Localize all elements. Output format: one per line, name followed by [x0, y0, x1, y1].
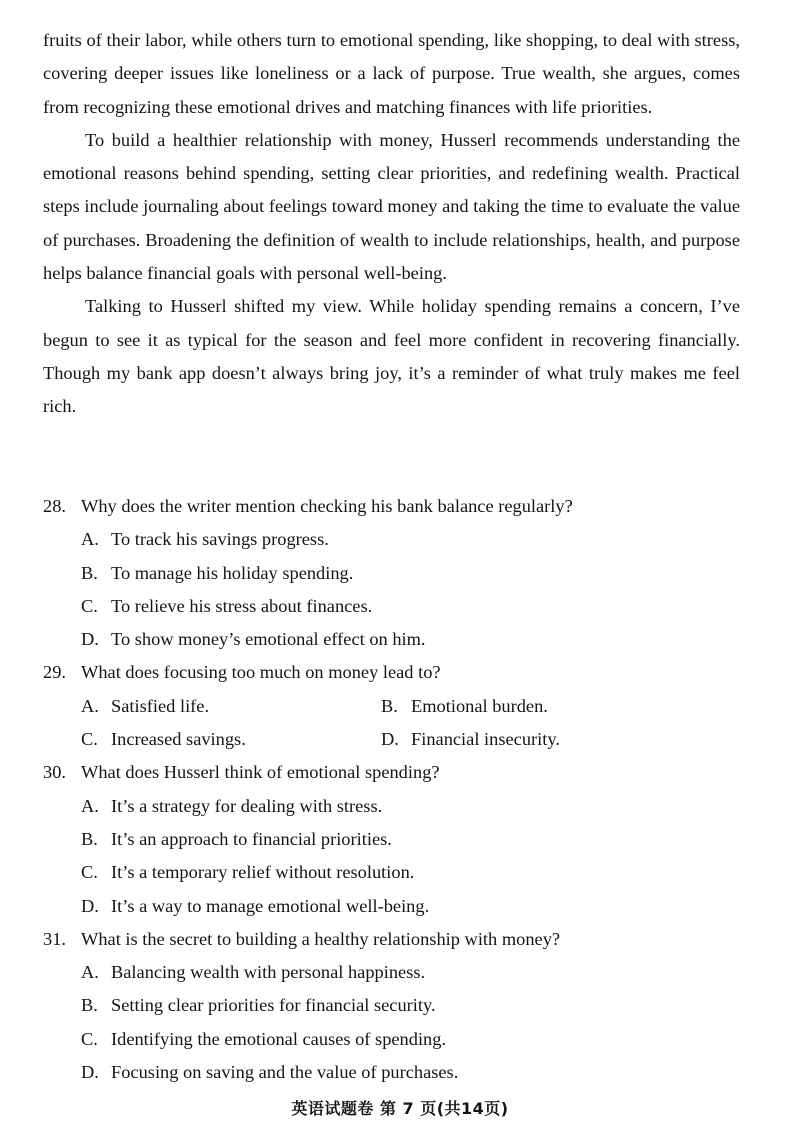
option-text: To relieve his stress about finances.	[111, 595, 373, 616]
option-d	[43, 1056, 753, 1089]
option-letter: C.	[81, 862, 98, 883]
option-text: Emotional burden.	[411, 695, 548, 716]
question-28	[43, 490, 753, 656]
option-letter: B.	[81, 995, 98, 1016]
question-stem	[43, 756, 753, 789]
option-letter: D.	[81, 629, 99, 650]
question-31	[43, 923, 753, 1089]
option-d	[43, 890, 753, 923]
option-text: Balancing wealth with personal happiness.	[111, 962, 426, 983]
option-row	[43, 723, 753, 756]
question-stem	[43, 490, 753, 523]
option-c	[43, 590, 753, 623]
question-number: 30.	[43, 762, 66, 783]
option-text: It’s a temporary relief without resolution.	[111, 862, 415, 883]
question-text: What does Husserl think of emotional spending?	[81, 762, 440, 783]
question-stem	[43, 656, 753, 689]
option-letter: A.	[81, 695, 99, 716]
option-a	[43, 790, 753, 823]
option-text: Increased savings.	[111, 729, 246, 750]
option-text: Focusing on saving and the value of purchases.	[111, 1062, 459, 1083]
option-d	[381, 723, 681, 756]
option-letter: B.	[381, 695, 398, 716]
option-b	[43, 823, 753, 856]
question-number: 28.	[43, 496, 66, 516]
option-row	[43, 690, 753, 723]
question-text: What does focusing too much on money lead to?	[81, 662, 441, 683]
option-text: Identifying the emotional causes of spending.	[111, 1028, 447, 1049]
option-text: To manage his holiday spending.	[111, 562, 354, 583]
option-text: It’s an approach to financial priorities.	[111, 828, 392, 849]
option-d	[43, 623, 753, 656]
option-text: To track his savings progress.	[111, 529, 329, 550]
option-letter: B.	[81, 828, 98, 849]
question-text: Why does the writer mention checking his bank balance regularly?	[81, 496, 573, 516]
question-30	[43, 756, 753, 922]
option-text: It’s a way to manage emotional well-being.	[111, 895, 430, 916]
option-letter: C.	[81, 595, 98, 616]
question-number: 29.	[43, 662, 66, 683]
option-letter: D.	[81, 1062, 99, 1083]
page-footer: 英语试题卷 第 7 页(共14页)	[291, 1099, 509, 1118]
question-29	[43, 656, 753, 756]
option-letter: C.	[81, 1028, 98, 1049]
question-text: What is the secret to building a healthy relationship with money?	[81, 928, 561, 949]
option-a	[43, 523, 753, 556]
option-b	[43, 557, 753, 590]
passage-paragraph-1: fruits of their labor, while others turn to emotional spending, like shopping, to deal with stress, covering deeper issues like loneliness or a lack of purpose. True wealth, she argues, comes from recognizing these emotional drives and matching finances with life priorities.	[43, 30, 740, 117]
option-text: Setting clear priorities for financial security.	[111, 995, 436, 1016]
passage-paragraph-2: To build a healthier relationship with money, Husserl recommends understanding the emotional reasons behind spending, setting clear priorities, and redefining wealth. Practical steps include journaling about feelings toward money and taking the time to evaluate the value of purchases. Broadening the definition of wealth to include relationships, health, and purpose helps balance financial goals with personal well-being.	[43, 129, 740, 284]
option-letter: B.	[81, 562, 98, 583]
option-b	[43, 989, 753, 1022]
option-text: Satisfied life.	[111, 695, 210, 716]
option-c	[43, 1023, 753, 1056]
option-letter: D.	[381, 729, 399, 750]
question-list	[43, 490, 753, 1089]
option-b	[381, 690, 681, 723]
option-letter: A.	[81, 962, 99, 983]
option-a	[43, 956, 753, 989]
option-letter: A.	[81, 795, 99, 816]
option-a	[43, 690, 381, 723]
option-text: Financial insecurity.	[411, 729, 560, 750]
option-text: It’s a strategy for dealing with stress.	[111, 795, 383, 816]
reading-passage	[43, 24, 740, 424]
option-c	[43, 723, 381, 756]
question-number: 31.	[43, 928, 66, 949]
option-text: To show money’s emotional effect on him.	[111, 629, 426, 650]
option-letter: A.	[81, 529, 99, 550]
option-letter: C.	[81, 729, 98, 750]
passage-paragraph-3: Talking to Husserl shifted my view. While holiday spending remains a concern, I’ve begun to see it as typical for the season and feel more confident in recovering financially. Though my bank app doesn’t always bring joy, it’s a reminder of what truly makes me feel rich.	[43, 296, 740, 417]
question-stem	[43, 923, 753, 956]
option-letter: D.	[81, 895, 99, 916]
option-c	[43, 856, 753, 889]
